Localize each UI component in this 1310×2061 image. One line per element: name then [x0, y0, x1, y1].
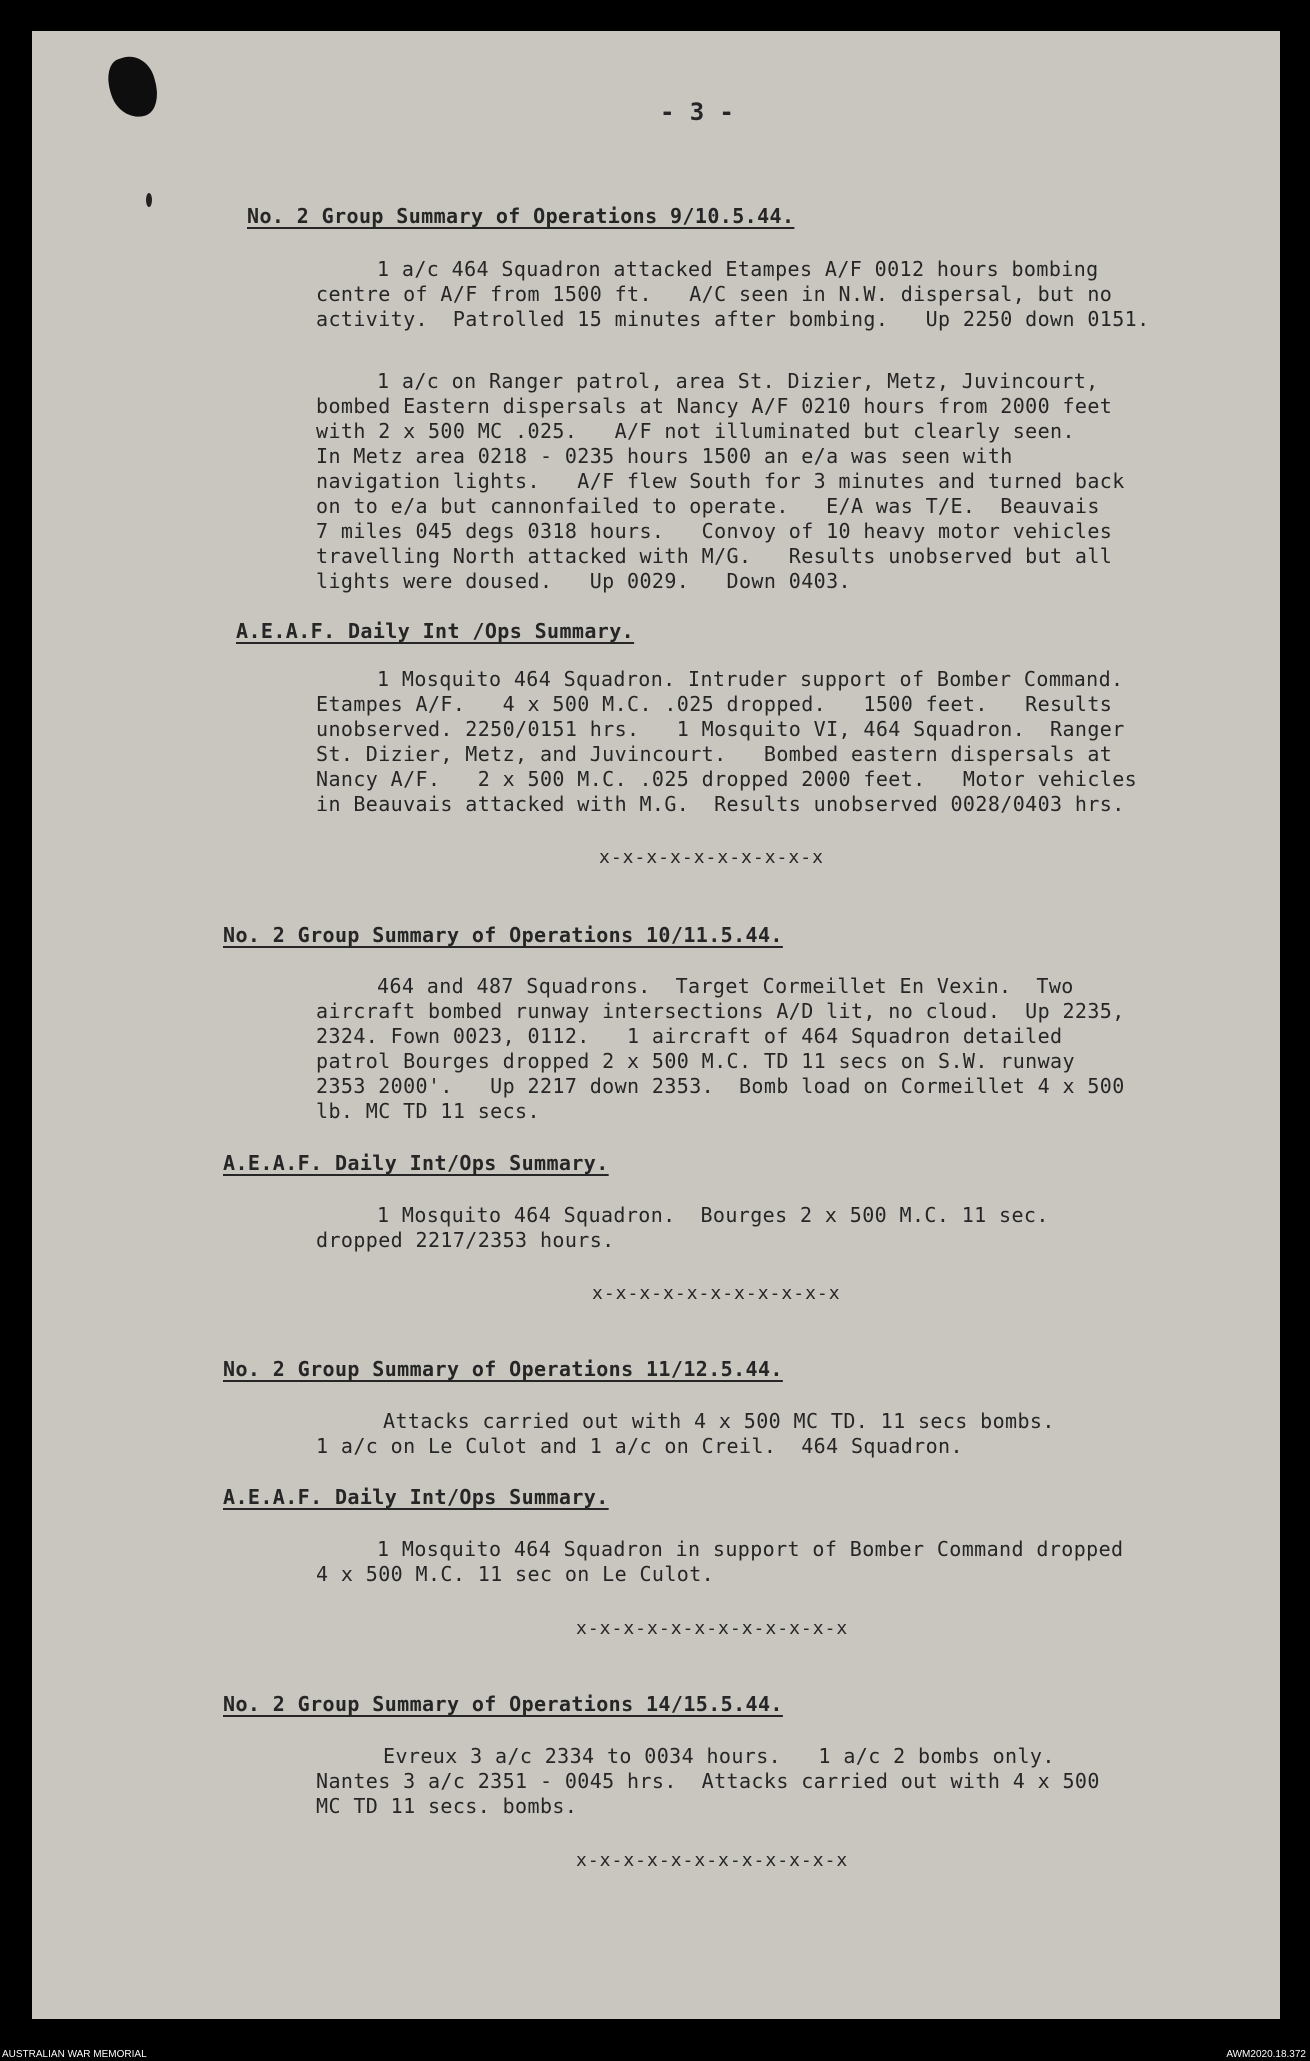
text-line: 1 Mosquito 464 Squadron in support of Bomber Command dropped: [377, 1537, 1124, 1561]
text-line: 1 a/c on Ranger patrol, area St. Dizier, Metz, Juvincourt,: [377, 369, 1099, 393]
text-line: unobserved. 2250/0151 hrs. 1 Mosquito VI, 464 Squadron. Ranger: [316, 717, 1125, 741]
archive-reference: AWM2020.18.372: [1226, 2049, 1306, 2060]
text-line: travelling North attacked with M/G. Results unobserved but all: [316, 544, 1113, 568]
text-line: In Metz area 0218 - 0235 hours 1500 an e/a was seen with: [316, 444, 1013, 468]
text-line: in Beauvais attacked with M.G. Results unobserved 0028/0403 hrs.: [316, 792, 1125, 816]
separator: x-x-x-x-x-x-x-x-x-x: [599, 847, 824, 868]
archive-credit: AUSTRALIAN WAR MEMORIAL: [2, 2049, 147, 2060]
text-line: 7 miles 045 degs 0318 hours. Convoy of 10 heavy motor vehicles: [316, 519, 1113, 543]
text-line: St. Dizier, Metz, and Juvincourt. Bombed eastern dispersals at: [316, 742, 1113, 766]
text-line: 2324. Fown 0023, 0112. 1 aircraft of 464 Squadron detailed: [316, 1024, 1063, 1048]
section-heading: No. 2 Group Summary of Operations 9/10.5.44.: [247, 204, 795, 228]
text-line: Nancy A/F. 2 x 500 M.C. .025 dropped 2000 feet. Motor vehicles: [316, 767, 1138, 791]
text-line: navigation lights. A/F flew South for 3 minutes and turned back: [316, 469, 1125, 493]
text-line: 1 Mosquito 464 Squadron. Bourges 2 x 500 M.C. 11 sec.: [377, 1203, 1049, 1227]
text-line: lb. MC TD 11 secs.: [316, 1099, 540, 1123]
section-heading: A.E.A.F. Daily Int/Ops Summary.: [223, 1485, 609, 1509]
separator: x-x-x-x-x-x-x-x-x-x-x-x: [576, 1618, 849, 1639]
text-line: patrol Bourges dropped 2 x 500 M.C. TD 11 secs on S.W. runway: [316, 1049, 1075, 1073]
text-line: 1 a/c 464 Squadron attacked Etampes A/F 0012 hours bombing: [377, 257, 1099, 281]
text-line: bombed Eastern dispersals at Nancy A/F 0210 hours from 2000 feet: [316, 394, 1113, 418]
text-line: Evreux 3 a/c 2334 to 0034 hours. 1 a/c 2 bombs only.: [383, 1744, 1055, 1768]
ink-mark: [146, 193, 152, 207]
separator: x-x-x-x-x-x-x-x-x-x-x: [592, 1283, 841, 1304]
text-line: 464 and 487 Squadrons. Target Cormeillet En Vexin. Two: [377, 974, 1074, 998]
text-line: lights were doused. Up 0029. Down 0403.: [316, 569, 851, 593]
separator: x-x-x-x-x-x-x-x-x-x-x-x: [576, 1850, 849, 1871]
section-heading: No. 2 Group Summary of Operations 10/11.5.44.: [223, 923, 783, 947]
text-line: activity. Patrolled 15 minutes after bombing. Up 2250 down 0151.: [316, 307, 1150, 331]
text-line: Etampes A/F. 4 x 500 M.C. .025 dropped. 1500 feet. Results: [316, 692, 1113, 716]
text-line: on to e/a but cannonfailed to operate. E/A was T/E. Beauvais: [316, 494, 1100, 518]
text-line: 1 a/c on Le Culot and 1 a/c on Creil. 464 Squadron.: [316, 1434, 963, 1458]
text-line: dropped 2217/2353 hours.: [316, 1228, 615, 1252]
section-heading: No. 2 Group Summary of Operations 14/15.5.44.: [223, 1692, 783, 1716]
text-line: Attacks carried out with 4 x 500 MC TD. 11 secs bombs.: [383, 1409, 1055, 1433]
text-line: centre of A/F from 1500 ft. A/C seen in N.W. dispersal, but no: [316, 282, 1113, 306]
text-line: MC TD 11 secs. bombs.: [316, 1794, 578, 1818]
section-heading: A.E.A.F. Daily Int/Ops Summary.: [223, 1151, 609, 1175]
text-line: with 2 x 500 MC .025. A/F not illuminated but clearly seen.: [316, 419, 1075, 443]
text-line: 4 x 500 M.C. 11 sec on Le Culot.: [316, 1562, 715, 1586]
text-line: 2353 2000'. Up 2217 down 2353. Bomb load on Cormeillet 4 x 500: [316, 1074, 1125, 1098]
text-line: 1 Mosquito 464 Squadron. Intruder support of Bomber Command.: [377, 667, 1124, 691]
text-line: aircraft bombed runway intersections A/D lit, no cloud. Up 2235,: [316, 999, 1125, 1023]
section-heading: No. 2 Group Summary of Operations 11/12.5.44.: [223, 1357, 783, 1381]
text-line: Nantes 3 a/c 2351 - 0045 hrs. Attacks carried out with 4 x 500: [316, 1769, 1100, 1793]
section-heading: A.E.A.F. Daily Int /Ops Summary.: [236, 619, 635, 643]
page-number: - 3 -: [660, 98, 735, 126]
